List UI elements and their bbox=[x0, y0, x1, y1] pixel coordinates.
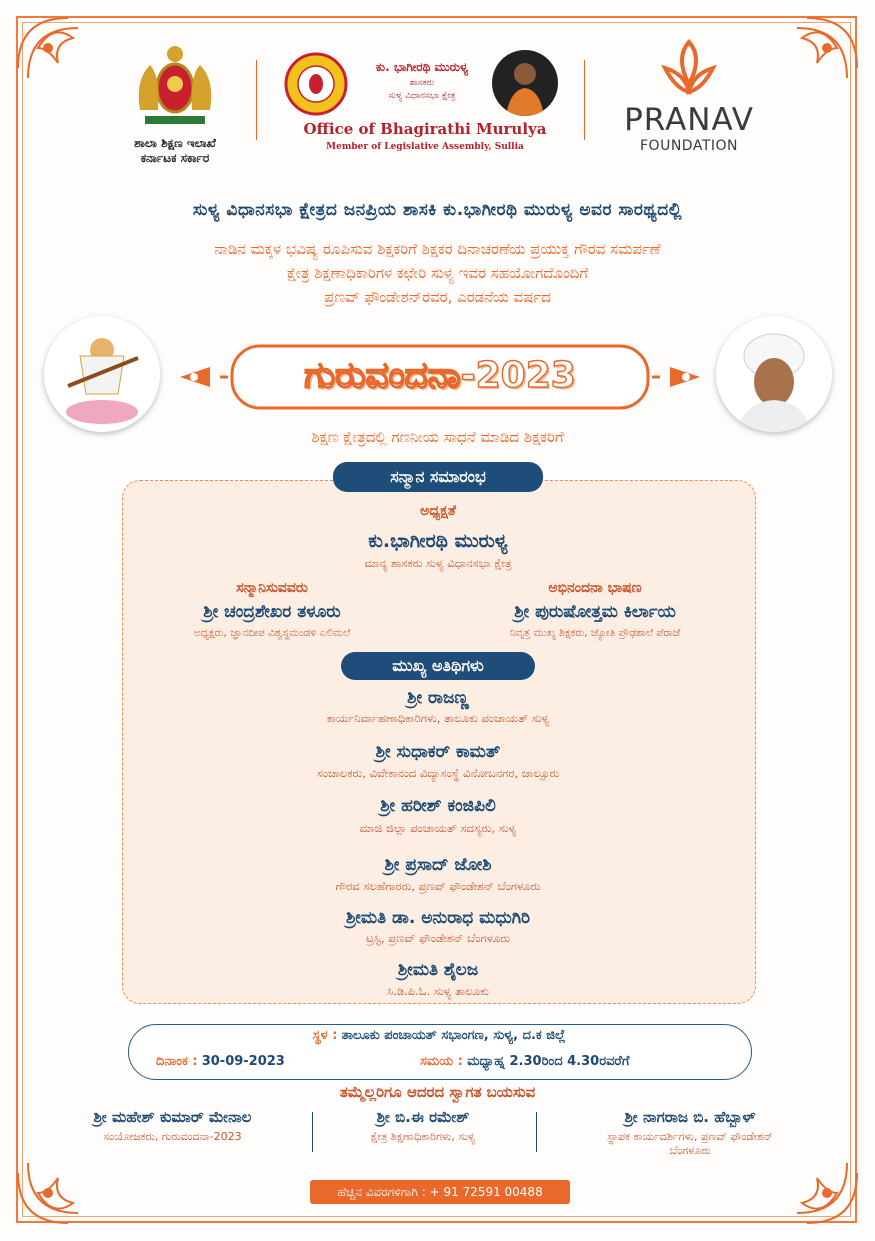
intro-line-2: ನಾಡಿನ ಮಕ್ಕಳ ಭವಿಷ್ಯ ರೂಪಿಸುವ ಶಿಕ್ಷಕರಿಗೆ ಶಿಕ್ಷಕರ ದಿನಾಚರಣೆಯ ಪ್ರಯುಕ್ತ ಗೌರವ ಸಮರ್ಪಣೆ bbox=[214, 240, 661, 258]
header-divider-left bbox=[256, 60, 257, 140]
guest-role: ಮಾಜಿ ಜಿಲ್ಲಾ ಪಂಚಾಯತ್ ಸದಸ್ಯರು, ಸುಳ್ಯ bbox=[359, 821, 517, 835]
govt-emblem-block bbox=[110, 40, 240, 170]
felicitator-label: ಸನ್ಮಾನಿಸುವವರು bbox=[236, 580, 308, 596]
person-portrait-icon bbox=[492, 50, 558, 116]
host-name: ಶ್ರೀ ನಾಗರಾಜ ಬಿ. ಹೆಬ್ಬಾಳ್ bbox=[624, 1108, 756, 1126]
time-value: ಮಧ್ಯಾಹ್ನ 2.30ರಿಂದ 4.30ರವರೆಗೆ bbox=[467, 1054, 630, 1069]
president-name: ಕು.ಭಾಗೀರಥಿ ಮುರುಳ್ಯ bbox=[368, 530, 508, 552]
guest-name: ಶ್ರೀ ಪ್ರಸಾದ್ ಜೋಶಿ bbox=[384, 855, 492, 875]
radhakrishnan-image bbox=[716, 316, 832, 432]
mla-office-block bbox=[280, 48, 570, 168]
event-tagline: ಶಿಕ್ಷಣ ಕ್ಷೇತ್ರದಲ್ಲಿ ಗಣನೀಯ ಸಾಧನೆ ಮಾಡಿದ ಶಿಕ್ಷಕರಿಗೆ bbox=[311, 428, 564, 446]
guest-role: ಸಿ.ಡಿ.ಪಿ.ಓ. ಸುಳ್ಯ ತಾಲೂಕು bbox=[387, 984, 489, 998]
place-value: ತಾಲೂಕು ಪಂಚಾಯತ್ ಸಭಾಂಗಣ, ಸುಳ್ಯ, ದ.ಕ ಜಿಲ್ಲೆ bbox=[341, 1028, 566, 1043]
corner-ornament-top-left bbox=[8, 8, 118, 118]
guests-pill: ಮುಖ್ಯ ಅತಿಥಿಗಳು bbox=[341, 652, 535, 680]
welcome-line: ತಮ್ಮೆಲ್ಲರಿಗೂ ಆದರದ ಸ್ವಾಗತ ಬಯಸುವ bbox=[339, 1083, 536, 1101]
govt-dept-label: ಶಾಲಾ ಶಿಕ್ಷಣ ಇಲಾಖೆ bbox=[134, 136, 216, 150]
office-subtitle: Member of Legislative Assembly, Sullia bbox=[326, 142, 524, 152]
saraswati-image bbox=[44, 316, 160, 432]
guest-name: ಶ್ರೀ ಸುಧಾಕರ್ ಕಾಮತ್ bbox=[375, 742, 501, 762]
time-label: ಸಮಯ : bbox=[420, 1054, 463, 1069]
felicitator-role: ಅಧ್ಯಕ್ಷರು, ಜ್ಞಾನದೀಪ ವಿಶ್ವಸ್ಥಮಂಡಳಿ ಎಲಿಮಲೆ bbox=[193, 627, 351, 639]
guest-name: ಶ್ರೀಮತಿ ಶೈಲಜ bbox=[397, 960, 479, 980]
goddess-saraswati-icon bbox=[44, 316, 160, 432]
govt-state-label: ಕರ್ನಾಟಕ ಸರ್ಕಾರ bbox=[140, 151, 210, 165]
host-block bbox=[540, 1108, 840, 1158]
event-title: ಗುರುವಂದನಾ-2023 bbox=[304, 355, 576, 396]
teacher-portrait-icon bbox=[716, 316, 832, 432]
header-divider-right bbox=[584, 60, 585, 140]
intro-line-3: ಕ್ಷೇತ್ರ ಶಿಕ್ಷಣಾಧಿಕಾರಿಗಳ ಕಛೇರಿ ಸುಳ್ಯ ಇವರ ಸಹಯೋಗದೊಂದಿಗೆ bbox=[286, 264, 589, 282]
mla-name-kannada: ಕು. ಭಾಗೀರಥಿ ಮುರುಳ್ಯ bbox=[375, 60, 469, 74]
pranav-foundation-logo bbox=[604, 38, 774, 168]
speech-name: ಶ್ರೀ ಪುರುಷೋತ್ತಮ ಕಿರ್ಲಾಯ bbox=[514, 602, 676, 622]
foundation-name: PRANAV bbox=[624, 102, 754, 138]
guest-name: ಶ್ರೀ ರಾಜಣ್ಣ bbox=[407, 688, 469, 708]
guest-role: ಗೌರವ ಸಲಹೆಗಾರರು, ಪ್ರಣವ್ ಫೌಂಡೇಶನ್ ಬೆಂಗಳೂರು bbox=[335, 879, 541, 893]
place-label: ಸ್ಥಳ : bbox=[312, 1028, 338, 1043]
venue-place-row bbox=[128, 1028, 750, 1043]
host-divider bbox=[312, 1112, 313, 1152]
mla-role-kannada: ಶಾಸಕರು bbox=[409, 78, 435, 88]
venue-time-row bbox=[420, 1054, 740, 1069]
government-seal-icon bbox=[284, 52, 348, 116]
contact-banner: ಹೆಚ್ಚಿನ ವಿವರಗಳಿಗಾಗಿ : + 91 72591 00488 bbox=[310, 1180, 570, 1204]
intro-line-4: ಪ್ರಣವ್ ಫೌಂಡೇಶನ್‌ರವರ, ಎರಡನೆಯ ವರ್ಷದ bbox=[324, 288, 551, 306]
speech-role: ನಿವೃತ್ತ ಮುಖ್ಯ ಶಿಕ್ಷಕರು, ಜ್ಯೋತಿ ಪ್ರೌಢಶಾಲೆ ಪೆರಾಜೆ bbox=[509, 627, 681, 639]
presidency-label: ಅಧ್ಯಕ್ಷತೆ bbox=[420, 503, 456, 519]
speech-label: ಅಭಿನಂದನಾ ಭಾಷಣ bbox=[548, 580, 642, 596]
host-role-line2: ಬೆಂಗಳೂರು bbox=[669, 1144, 711, 1157]
host-block bbox=[318, 1108, 528, 1144]
date-label: ದಿನಾಂಕ : bbox=[156, 1054, 198, 1069]
mla-constituency-kannada: ಸುಳ್ಯ ವಿಧಾನಸಭಾ ಕ್ಷೇತ್ರ bbox=[388, 91, 456, 101]
host-divider bbox=[536, 1112, 537, 1152]
foundation-subtitle: FOUNDATION bbox=[640, 138, 738, 154]
office-title: Office of Bhagirathi Murulya bbox=[303, 120, 547, 138]
date-value: 30-09-2023 bbox=[201, 1054, 285, 1069]
host-block bbox=[40, 1108, 305, 1144]
guest-name: ಶ್ರೀಮತಿ ಡಾ. ಅನುರಾಧ ಮಧುಗಿರಿ bbox=[345, 908, 531, 928]
host-role: ಸಂಯೋಜಕರು, ಗುರುವಂದನಾ-2023 bbox=[103, 1130, 242, 1143]
flame-lotus-icon bbox=[659, 38, 719, 98]
host-role: ಕ್ಷೇತ್ರ ಶಿಕ್ಷಣಾಧಿಕಾರಿಗಳು, ಸುಳ್ಯ bbox=[370, 1130, 476, 1143]
ceremony-pill: ಸನ್ಮಾನ ಸಮಾರಂಭ bbox=[333, 462, 543, 492]
guest-role: ಸಂಚಾಲಕರು, ವಿವೇಕಾನಂದ ವಿದ್ಯಾಸಂಸ್ಥೆ ವಿನೋಬನಗರ, ಜಾಲ್ಸೂರು bbox=[316, 766, 560, 780]
venue-date-row bbox=[156, 1054, 456, 1069]
mla-photo bbox=[492, 50, 558, 116]
felicitator-name: ಶ್ರೀ ಚಂದ್ರಶೇಖರ ತಳೂರು bbox=[203, 602, 341, 622]
guest-role: ಟ್ರಸ್ಟಿ, ಪ್ರಣವ್ ಫೌಂಡೇಶನ್ ಬೆಂಗಳೂರು bbox=[366, 931, 510, 945]
president-role: ಮಾನ್ಯ ಶಾಸಕರು ಸುಳ್ಯ ವಿಧಾನಸಭಾ ಕ್ಷೇತ್ರ bbox=[364, 556, 512, 570]
karnataka-emblem-icon bbox=[120, 40, 230, 130]
host-role: ಸ್ಥಾಪಕ ಕಾರ್ಯದರ್ಶಿಗಳು, ಪ್ರಣವ್ ಫೌಂಡೇಶನ್ bbox=[607, 1130, 773, 1143]
host-name: ಶ್ರೀ ಮಹೇಶ್ ಕುಮಾರ್ ಮೇನಾಲ bbox=[93, 1108, 252, 1126]
guest-role: ಕಾರ್ಯನಿರ್ವಾಹಣಾಧಿಕಾರಿಗಳು, ತಾಲೂಕು ಪಂಚಾಯತ್ ಸುಳ್ಯ bbox=[326, 711, 550, 725]
host-name: ಶ್ರೀ ಬಿ.ಈ ರಮೇಶ್ bbox=[376, 1108, 470, 1126]
intro-headline: ಸುಳ್ಯ ವಿಧಾನಸಭಾ ಕ್ಷೇತ್ರದ ಜನಪ್ರಿಯ ಶಾಸಕಿ ಕು.ಭಾಗೀರಥಿ ಮುರುಳ್ಯ ಅವರ ಸಾರಥ್ಯದಲ್ಲಿ bbox=[192, 200, 683, 220]
guest-name: ಶ್ರೀ ಹರೀಶ್ ಕಂಜಿಪಿಲಿ bbox=[380, 796, 496, 816]
